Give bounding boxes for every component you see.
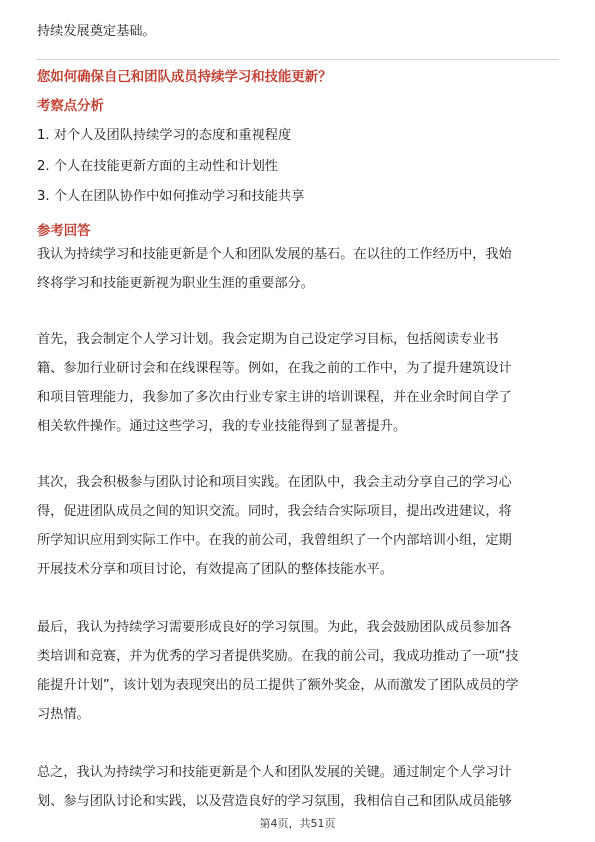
answer-line: 籍、参加行业研讨会和在线课程等。例如，在我之前的工作中，为了提升建筑设计 (37, 361, 512, 376)
answer-paragraph (37, 758, 561, 816)
page-number: 第4页，共51页 (259, 817, 336, 830)
answer-paragraph (37, 468, 561, 584)
answer-line: 总之，我认为持续学习和技能更新是个人和团队发展的关键。通过制定个人学习计 (37, 765, 512, 780)
answer-line: 开展技术分享和项目讨论，有效提高了团队的整体技能水平。 (37, 562, 394, 577)
section-divider (37, 59, 559, 60)
answer-paragraph (37, 613, 561, 729)
answer-line: 其次，我会积极参与团队讨论和项目实践。在团队中，我会主动分享自己的学习心 (37, 475, 512, 490)
answer-paragraph (37, 240, 561, 298)
answer-title: 参考回答 (37, 224, 91, 239)
answer-line: 类培训和竞赛，并为优秀的学习者提供奖励。在我的前公司，我成功推动了一项“技 (37, 649, 519, 664)
answer-line: 首先，我会制定个人学习计划。我会定期为自己设定学习目标，包括阅读专业书 (37, 332, 499, 347)
analysis-point: 2. 个人在技能更新方面的主动性和计划性 (37, 159, 278, 174)
answer-line: 我认为持续学习和技能更新是个人和团队发展的基石。在以往的工作经历中，我始 (37, 247, 512, 262)
answer-line: 习热情。 (37, 707, 90, 722)
question-heading: 您如何确保自己和团队成员持续学习和技能更新？ (37, 70, 332, 85)
answer-line: 能提升计划”，该计划为表现突出的员工提供了额外奖金，从而激发了团队成员的学 (37, 678, 519, 693)
answer-line: 最后，我认为持续学习需要形成良好的学习氛围。为此，我会鼓励团队成员参加各 (37, 620, 512, 635)
answer-line: 终将学习和技能更新视为职业生涯的重要部分。 (37, 276, 314, 291)
answer-paragraph (37, 325, 561, 441)
answer-line: 相关软件操作。通过这些学习，我的专业技能得到了显著提升。 (37, 419, 407, 434)
analysis-point: 3. 个人在团队协作中如何推动学习和技能共享 (37, 189, 305, 204)
answer-line: 和项目管理能力，我参加了多次由行业专家主讲的培训课程，并在业余时间自学了 (37, 390, 512, 405)
continuation-text: 持续发展奠定基础。 (37, 24, 156, 39)
answer-line: 得，促进团队成员之间的知识交流。同时，我会结合实际项目，提出改进建议，将 (37, 504, 512, 519)
answer-line: 划、参与团队讨论和实践，以及营造良好的学习氛围，我相信自己和团队成员能够 (37, 794, 512, 809)
analysis-title: 考察点分析 (37, 99, 104, 114)
answer-line: 所学知识应用到实际工作中。在我的前公司，我曾组织了一个内部培训小组，定期 (37, 533, 512, 548)
analysis-point: 1. 对个人及团队持续学习的态度和重视程度 (37, 128, 292, 143)
